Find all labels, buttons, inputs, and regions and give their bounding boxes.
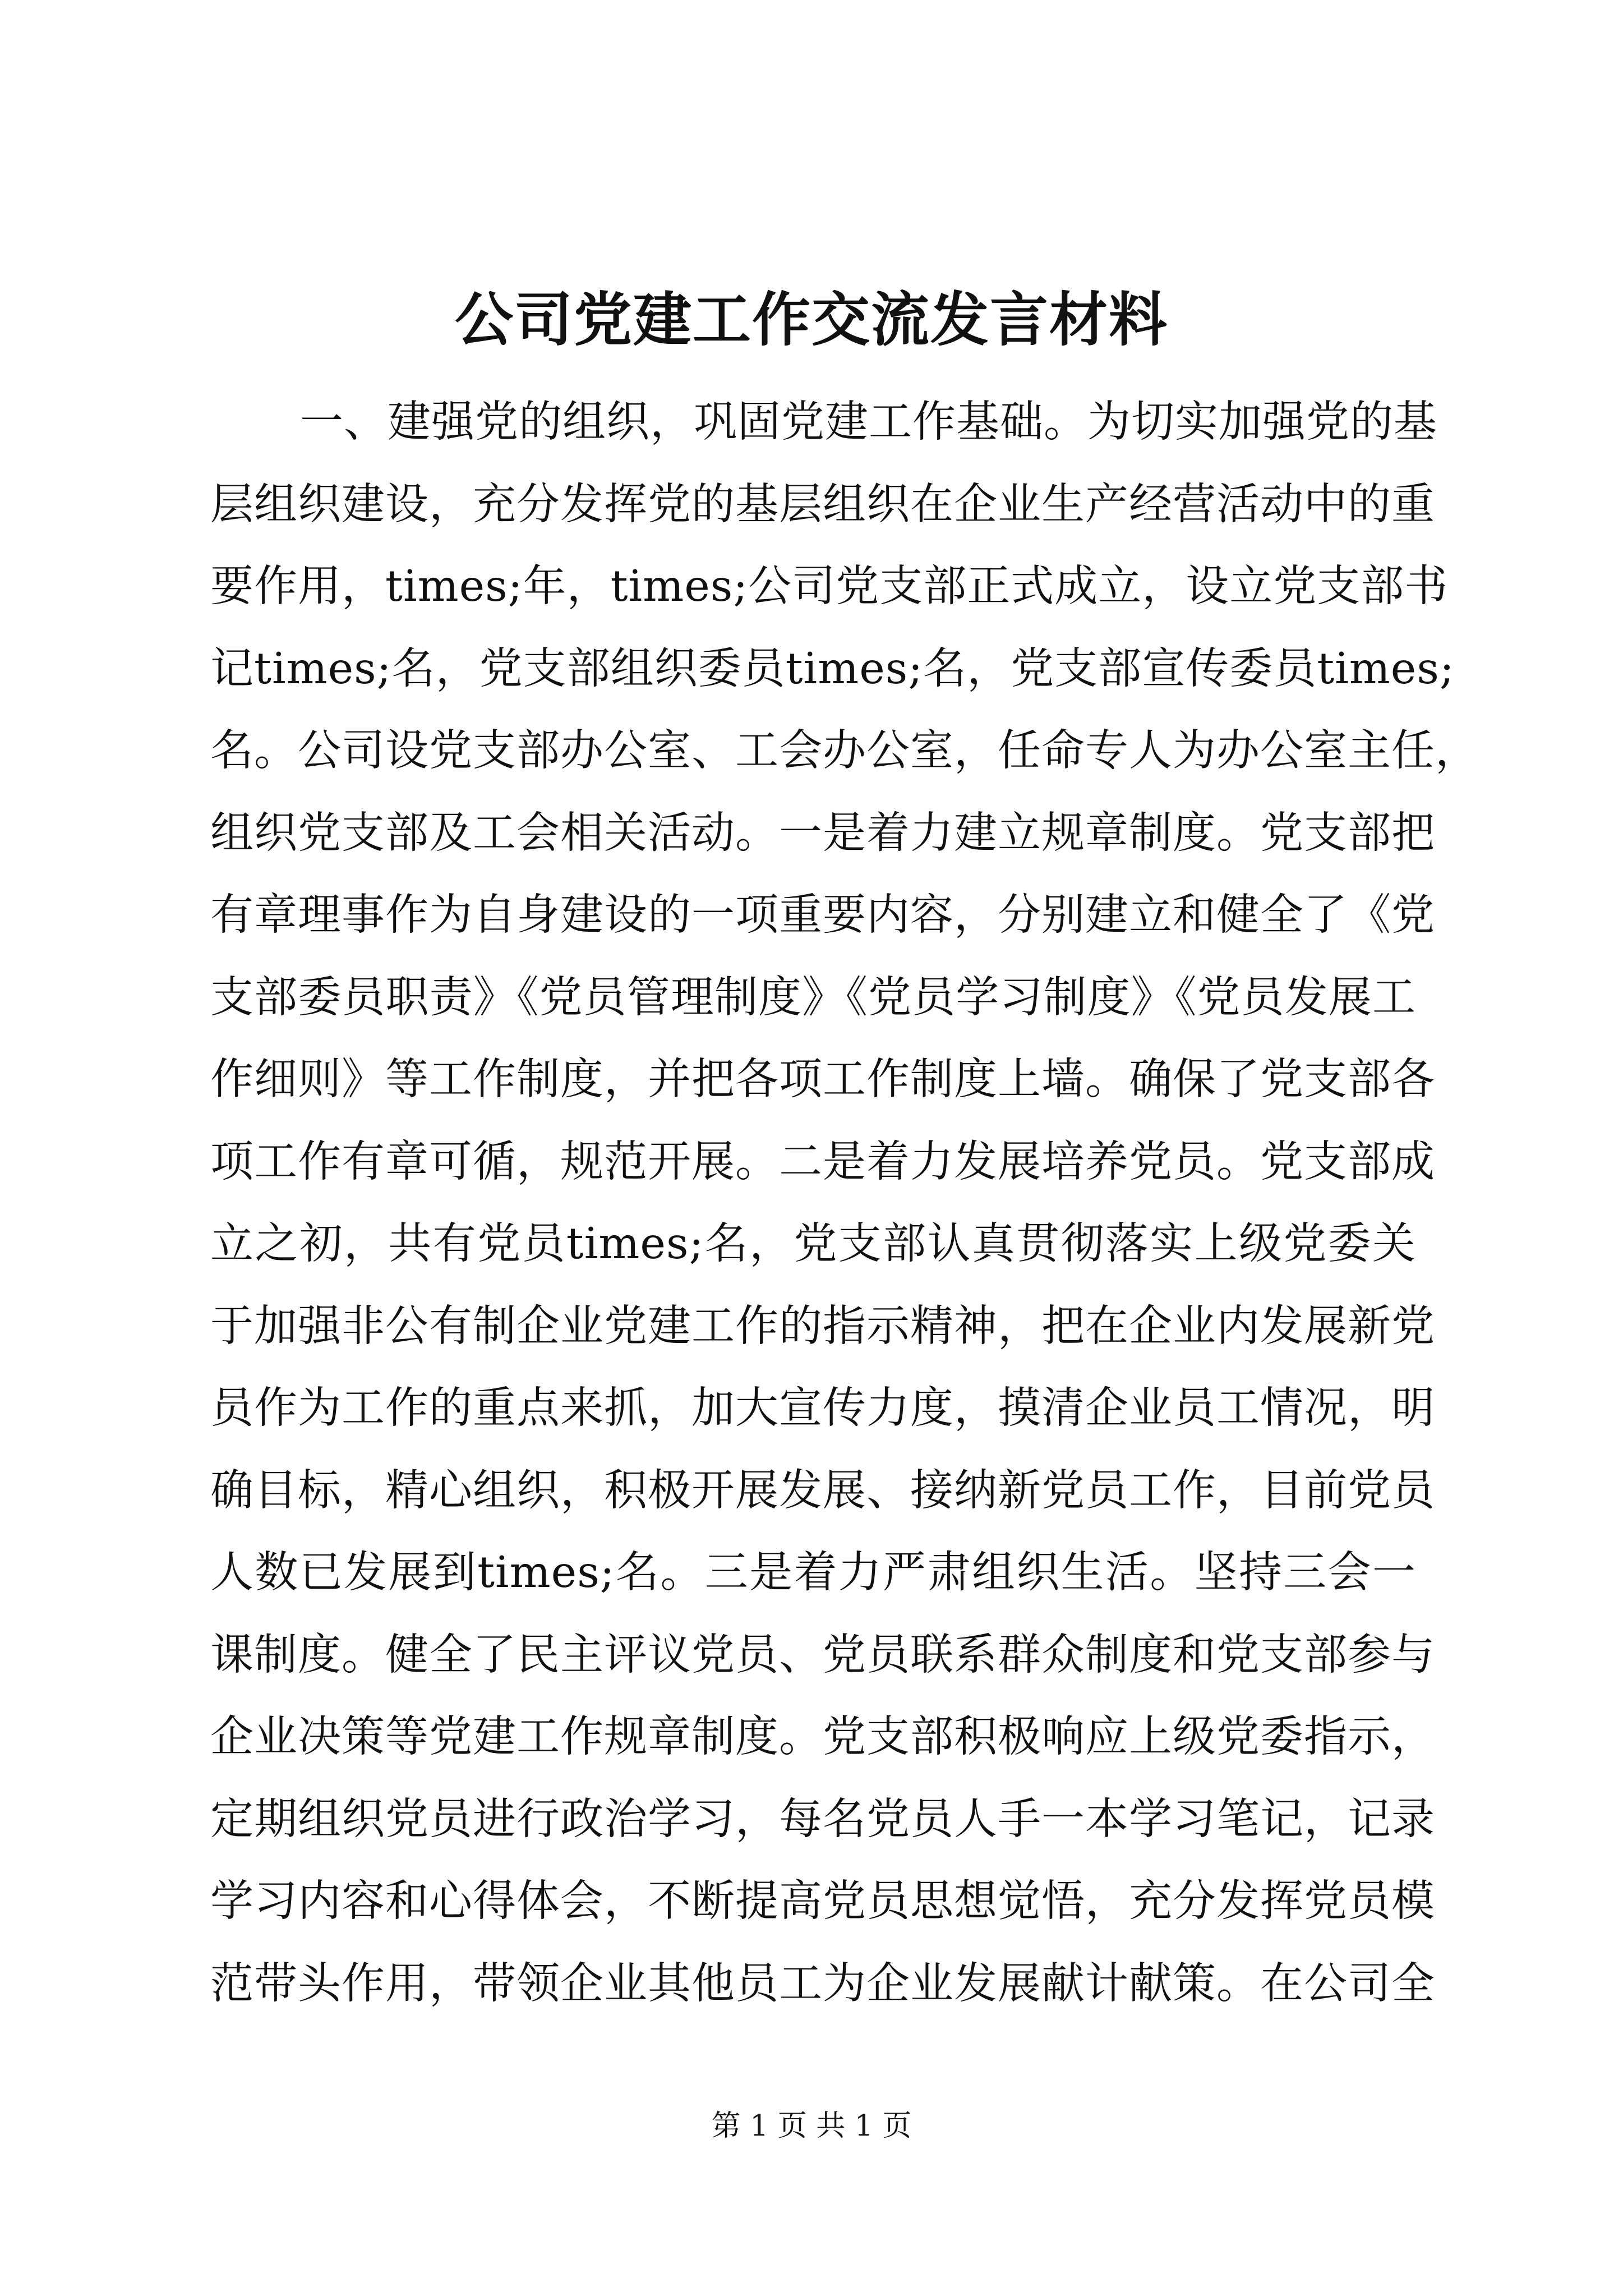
body-line: 记times;名，党支部组织委员times;名，党支部宣传委员times; <box>210 643 1455 694</box>
body-line: 定期组织党员进行政治学习，每名党员人手一本学习笔记，记录 <box>210 1794 1435 1844</box>
body-line: 确目标，精心组织，积极开展发展、接纳新党员工作，目前党员 <box>210 1465 1435 1516</box>
body-line: 立之初，共有党员times;名，党支部认真贯彻落实上级党委关 <box>210 1219 1416 1269</box>
body-line: 层组织建设，充分发挥党的基层组织在企业生产经营活动中的重 <box>210 479 1435 530</box>
body-line: 人数已发展到times;名。三是着力严肃组织生活。坚持三会一 <box>210 1548 1416 1598</box>
document-body <box>210 381 1479 2025</box>
body-line: 企业决策等党建工作规章制度。党支部积极响应上级党委指示， <box>210 1712 1435 1762</box>
body-line: 一、建强党的组织，巩固党建工作基础。为切实加强党的基 <box>300 397 1437 447</box>
body-line: 要作用，times;年，times;公司党支部正式成立，设立党支部书 <box>210 562 1449 611</box>
body-line: 课制度。健全了民主评议党员、党员联系群众制度和党支部参与 <box>210 1630 1435 1680</box>
body-line: 作细则》等工作制度，并把各项工作制度上墙。确保了党支部各 <box>210 1055 1435 1105</box>
page-number-footer: 第 1 页 共 1 页 <box>711 2109 912 2143</box>
body-line: 于加强非公有制企业党建工作的指示精神，把在企业内发展新党 <box>210 1301 1435 1351</box>
body-line: 范带头作用，带领企业其他员工为企业发展献计献策。在公司全 <box>210 1958 1435 2009</box>
body-line: 名。公司设党支部办公室、工会办公室，任命专人为办公室主任， <box>210 726 1479 776</box>
body-line: 项工作有章可循，规范开展。二是着力发展培养党员。党支部成 <box>210 1137 1435 1187</box>
body-line: 有章理事作为自身建设的一项重要内容，分别建立和健全了《党 <box>210 890 1435 940</box>
body-line: 员作为工作的重点来抓，加大宣传力度，摸清企业员工情况，明 <box>210 1383 1435 1433</box>
body-line: 学习内容和心得体会，不断提高党员思想觉悟，充分发挥党员模 <box>210 1876 1435 1926</box>
body-line: 支部委员职责》《党员管理制度》《党员学习制度》《党员发展工 <box>210 972 1416 1023</box>
document-title: 公司党建工作交流发言材料 <box>454 285 1168 354</box>
body-line: 组织党支部及工会相关活动。一是着力建立规章制度。党支部把 <box>210 808 1435 858</box>
